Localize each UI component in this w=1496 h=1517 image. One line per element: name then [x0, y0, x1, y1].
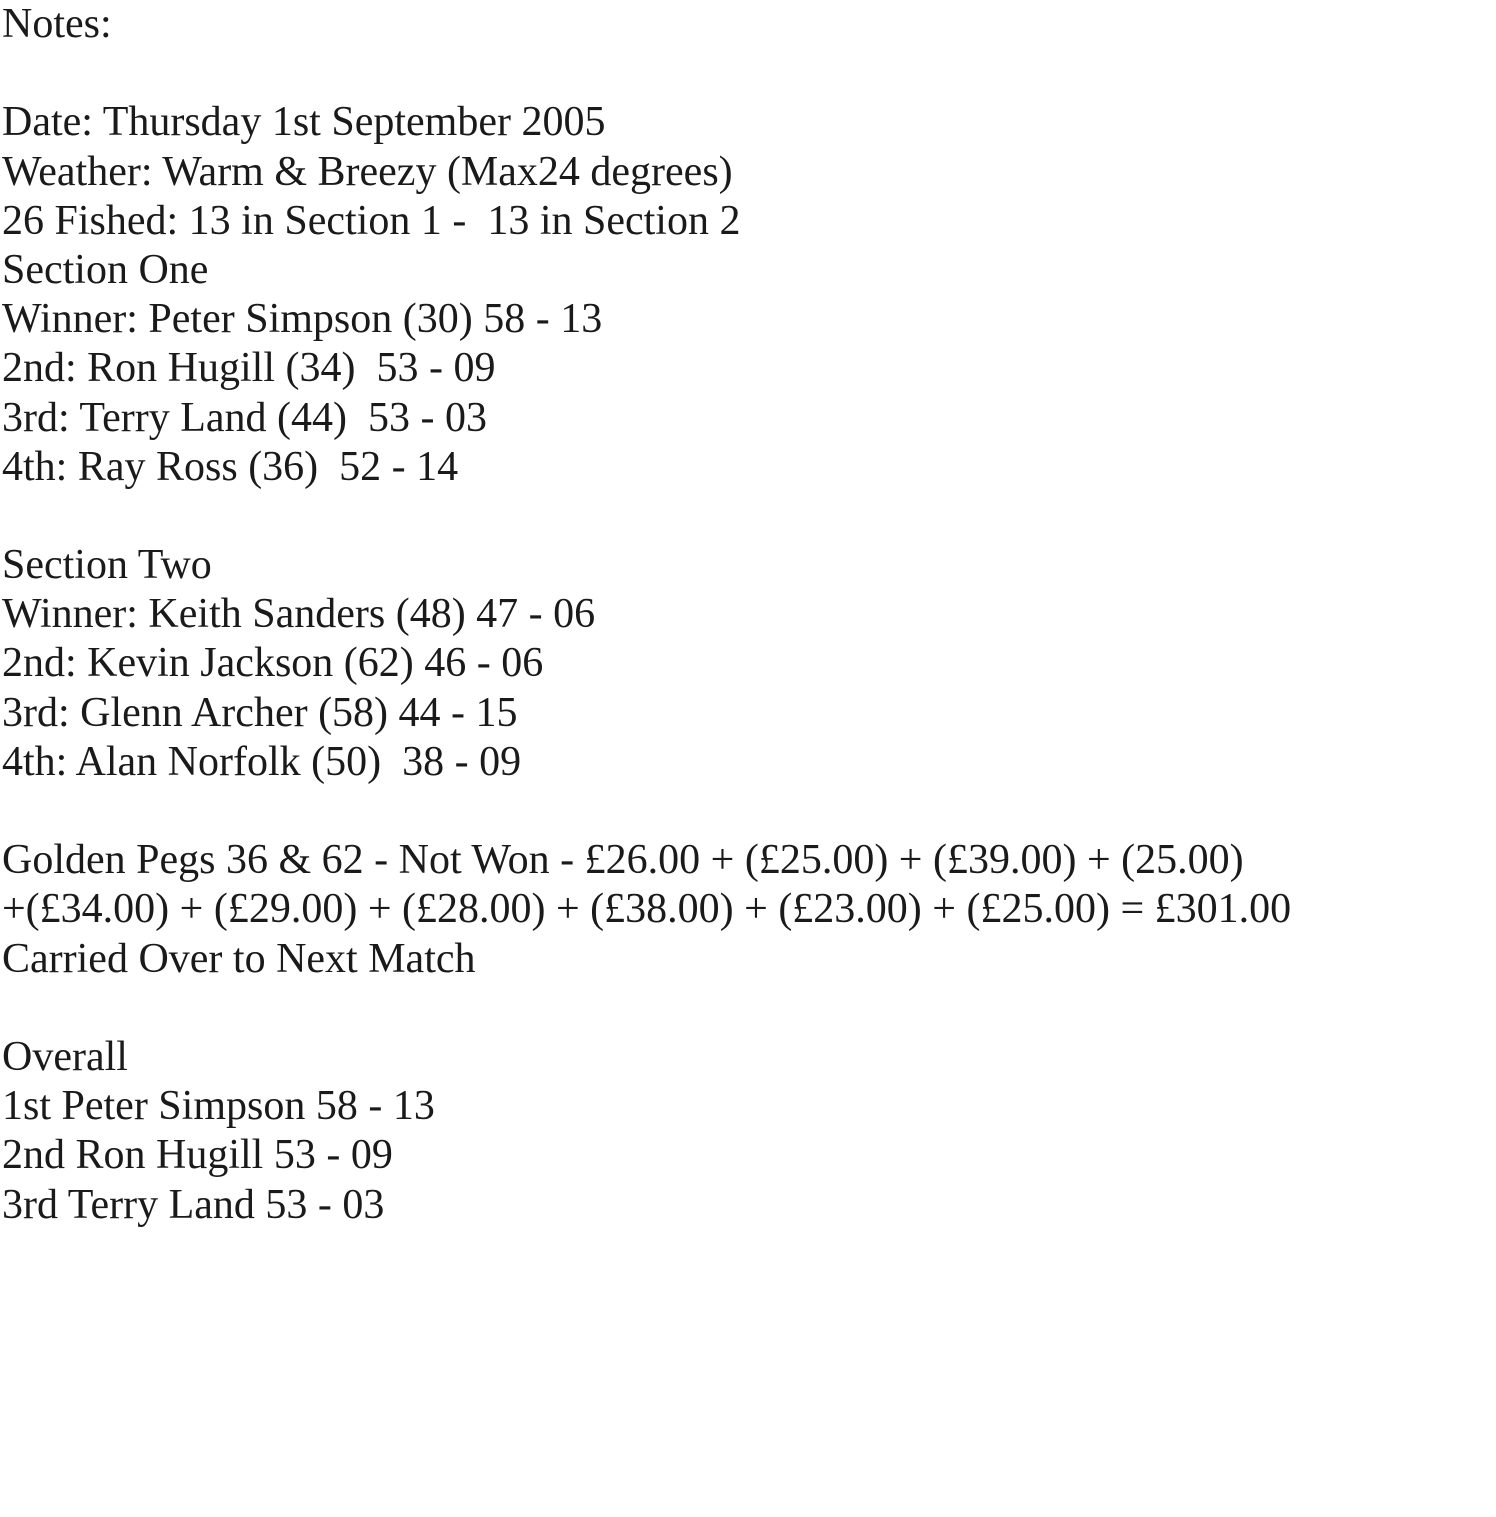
overall-result: 2nd Ron Hugill 53 - 09	[2, 1132, 393, 1179]
notes-heading: Notes:	[2, 1, 112, 47]
overall-heading: Overall	[2, 1033, 128, 1080]
overall	[2, 1033, 1496, 1230]
section-two	[2, 541, 1496, 787]
section-two-result: Winner: Keith Sanders (48) 47 - 06	[2, 591, 596, 638]
spacer	[2, 787, 1496, 836]
golden-pegs-line: Golden Pegs 36 & 62 - Not Won - £26.00 + (£25.00) + (£39.00) + (25.00)	[2, 837, 1244, 884]
match-date: Date: Thursday 1st September 2005	[2, 99, 606, 146]
section-one-result: 2nd: Ron Hugill (34) 53 - 09	[2, 345, 496, 392]
section-one-heading: Section One	[2, 246, 209, 293]
match-info	[2, 98, 1496, 246]
overall-result: 3rd Terry Land 53 - 03	[2, 1181, 385, 1228]
section-one-result: 4th: Ray Ross (36) 52 - 14	[2, 443, 459, 490]
golden-pegs-line: +(£34.00) + (£29.00) + (£28.00) + (£38.00) + (£23.00) + (£25.00) = £301.00	[2, 886, 1292, 933]
overall-result: 1st Peter Simpson 58 - 13	[2, 1083, 435, 1130]
section-one	[2, 246, 1496, 492]
spacer	[2, 984, 1496, 1033]
section-two-result: 2nd: Kevin Jackson (62) 46 - 06	[2, 640, 544, 687]
section-two-result: 4th: Alan Norfolk (50) 38 - 09	[2, 738, 522, 785]
spacer	[2, 492, 1496, 541]
golden-pegs	[2, 836, 1496, 984]
section-two-result: 3rd: Glenn Archer (58) 44 - 15	[2, 689, 518, 736]
match-fished: 26 Fished: 13 in Section 1 - 13 in Section 2	[2, 197, 741, 244]
section-one-result: 3rd: Terry Land (44) 53 - 03	[2, 394, 487, 441]
section-one-result: Winner: Peter Simpson (30) 58 - 13	[2, 296, 603, 343]
section-two-heading: Section Two	[2, 542, 212, 589]
spacer	[2, 49, 1496, 98]
golden-pegs-line: Carried Over to Next Match	[2, 935, 476, 982]
match-weather: Weather: Warm & Breezy (Max24 degrees)	[2, 148, 733, 195]
